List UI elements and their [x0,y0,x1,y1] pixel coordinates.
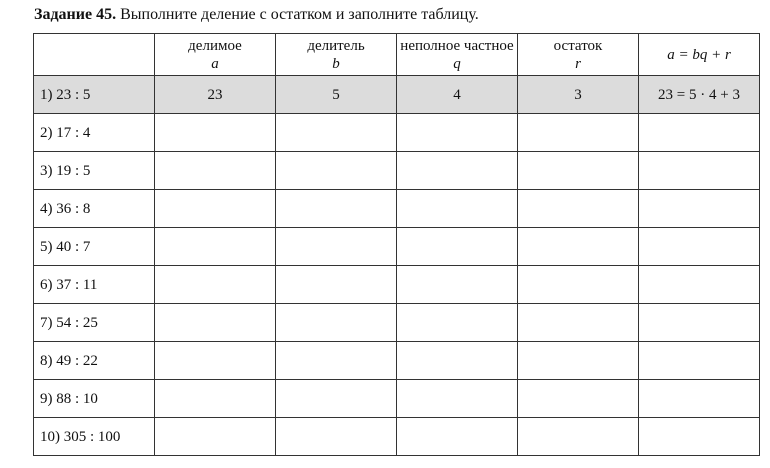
quotient-cell[interactable] [397,418,518,456]
row-label: 10) 305 : 100 [34,418,155,456]
quotient-cell[interactable] [397,342,518,380]
formula-cell: 23 = 5 · 4 + 3 [639,76,760,114]
header-cell-quotient [397,34,518,76]
table-row [34,266,760,304]
quotient-cell[interactable] [397,380,518,418]
row-label: 9) 88 : 10 [34,380,155,418]
remainder-cell[interactable] [518,304,639,342]
formula-cell[interactable] [639,152,760,190]
remainder-cell: 3 [518,76,639,114]
dividend-cell[interactable] [155,114,276,152]
dividend-cell[interactable] [155,342,276,380]
header-cell-formula [639,34,760,76]
formula-cell[interactable] [639,304,760,342]
remainder-cell[interactable] [518,266,639,304]
division-table [33,33,760,456]
table-row [34,380,760,418]
remainder-cell[interactable] [518,114,639,152]
task-header [34,5,479,25]
header-cell-example [34,34,155,76]
dividend-cell[interactable] [155,266,276,304]
dividend-cell[interactable] [155,190,276,228]
divisor-cell[interactable] [276,266,397,304]
row-label: 1) 23 : 5 [34,76,155,114]
dividend-cell[interactable] [155,152,276,190]
quotient-cell[interactable] [397,304,518,342]
task-instruction: Выполните деление с остатком и заполните таблицу. [120,6,479,23]
formula-cell[interactable] [639,228,760,266]
quotient-cell[interactable] [397,228,518,266]
dividend-cell[interactable] [155,380,276,418]
header-row [34,34,760,76]
remainder-cell[interactable] [518,342,639,380]
table-row [34,190,760,228]
divisor-cell[interactable] [276,190,397,228]
header-cell-dividend [155,34,276,76]
formula-cell[interactable] [639,266,760,304]
row-label: 6) 37 : 11 [34,266,155,304]
quotient-cell[interactable] [397,114,518,152]
table-row [34,152,760,190]
quotient-cell[interactable] [397,266,518,304]
header-label-quotient: неполное частное [400,37,514,54]
table-row [34,114,760,152]
header-label-divisor: делитель [307,37,365,54]
remainder-cell[interactable] [518,380,639,418]
quotient-cell[interactable] [397,190,518,228]
formula-cell[interactable] [639,418,760,456]
remainder-cell[interactable] [518,418,639,456]
divisor-cell[interactable] [276,380,397,418]
row-label: 5) 40 : 7 [34,228,155,266]
header-var-formula: a = bq + r [667,46,731,63]
remainder-cell[interactable] [518,190,639,228]
divisor-cell[interactable] [276,342,397,380]
dividend-cell: 23 [155,76,276,114]
formula-cell[interactable] [639,380,760,418]
divisor-cell[interactable] [276,114,397,152]
quotient-cell: 4 [397,76,518,114]
header-label-remainder: остаток [553,37,603,54]
divisor-cell[interactable] [276,418,397,456]
row-label: 7) 54 : 25 [34,304,155,342]
row-label: 3) 19 : 5 [34,152,155,190]
formula-cell[interactable] [639,190,760,228]
row-label: 2) 17 : 4 [34,114,155,152]
formula-cell[interactable] [639,342,760,380]
header-cell-divisor [276,34,397,76]
table-row [34,418,760,456]
quotient-cell[interactable] [397,152,518,190]
remainder-cell[interactable] [518,228,639,266]
formula-cell[interactable] [639,114,760,152]
header-var-quotient: q [453,55,461,72]
dividend-cell[interactable] [155,228,276,266]
task-number: Задание 45. [34,6,117,23]
header-var-divisor: b [332,55,340,72]
table-body [34,76,760,456]
row-label: 4) 36 : 8 [34,190,155,228]
divisor-cell: 5 [276,76,397,114]
table-row [34,228,760,266]
header-label-dividend: делимое [188,37,242,54]
dividend-cell[interactable] [155,418,276,456]
table-row [34,304,760,342]
table-row [34,342,760,380]
header-cell-remainder [518,34,639,76]
row-label: 8) 49 : 22 [34,342,155,380]
header-var-dividend: a [211,55,219,72]
header-var-remainder: r [575,55,581,72]
dividend-cell[interactable] [155,304,276,342]
example-row [34,76,760,114]
divisor-cell[interactable] [276,304,397,342]
divisor-cell[interactable] [276,228,397,266]
remainder-cell[interactable] [518,152,639,190]
divisor-cell[interactable] [276,152,397,190]
